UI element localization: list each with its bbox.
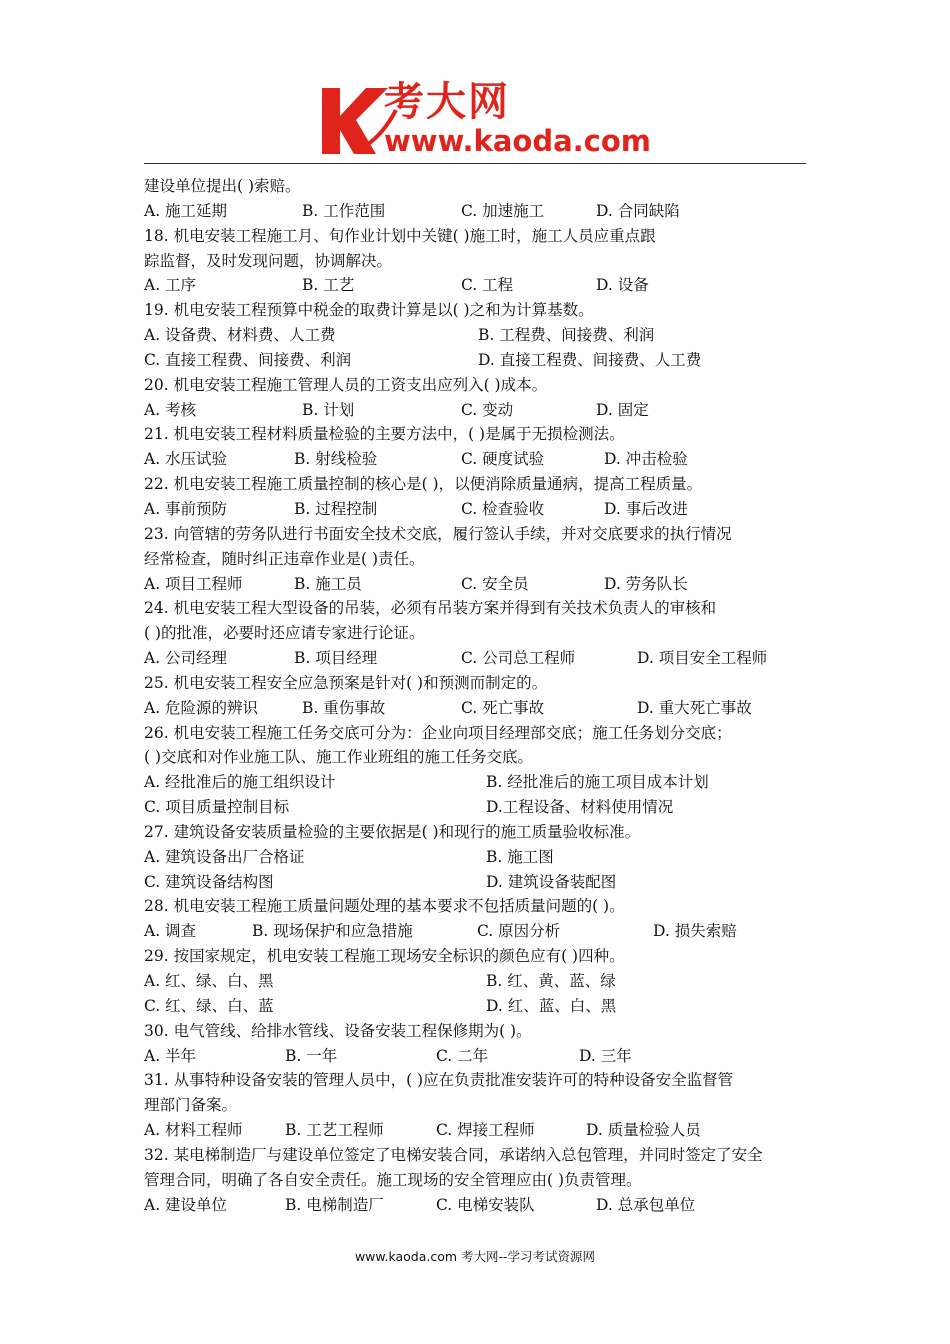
answer-option: C. 安全员 bbox=[461, 574, 529, 593]
answer-option: A. 设备费、材料费、人工费 bbox=[144, 326, 336, 345]
question-text-line: 20. 机电安装工程施工管理人员的工资支出应列入( )成本。 bbox=[144, 375, 548, 394]
question-text-line: 21. 机电安装工程材料质量检验的主要方法中，( )是属于无损检测法。 bbox=[144, 425, 625, 444]
answer-options-line bbox=[144, 870, 814, 895]
answer-option: D. 项目安全工程师 bbox=[637, 649, 768, 668]
answer-option: A. 工序 bbox=[144, 276, 197, 295]
answer-option: A. 红、绿、白、黑 bbox=[144, 972, 274, 990]
answer-options-line bbox=[144, 1044, 814, 1069]
question-text-line: 22. 机电安装工程施工质量控制的核心是( )，以便消除质量通病，提高工程质量。 bbox=[144, 475, 703, 494]
answer-options-line bbox=[144, 845, 814, 870]
question-text-line: 管理合同，明确了各自安全责任。施工现场的安全管理应由( )负责管理。 bbox=[144, 1170, 642, 1189]
answer-options-line bbox=[144, 572, 814, 597]
answer-option: A. 建筑设备出厂合格证 bbox=[144, 847, 305, 866]
answer-option: A. 公司经理 bbox=[144, 649, 228, 668]
answer-option: C. 项目质量控制目标 bbox=[144, 798, 290, 817]
answer-options-line bbox=[144, 770, 814, 795]
answer-option: C. 硬度试验 bbox=[461, 450, 545, 469]
question-text-line: 30. 电气管线、给排水管线、设备安装工程保修期为( )。 bbox=[144, 1021, 532, 1040]
question-text-line: 建设单位提出( )索赔。 bbox=[144, 177, 301, 195]
answer-option: B. 工作范围 bbox=[302, 201, 386, 220]
answer-option: B. 工艺 bbox=[302, 276, 355, 295]
answer-options-line bbox=[144, 795, 814, 820]
answer-option: A. 水压试验 bbox=[144, 450, 228, 469]
answer-option: B. 计划 bbox=[302, 400, 355, 419]
answer-option: B. 一年 bbox=[285, 1046, 338, 1065]
question-text-line: 26. 机电安装工程施工任务交底可分为：企业向项目经理部交底；施工任务划分交底； bbox=[144, 723, 732, 742]
answer-option: B. 过程控制 bbox=[294, 499, 378, 518]
logo-chinese-text: 考大网 bbox=[384, 79, 510, 125]
answer-option: B. 电梯制造厂 bbox=[285, 1195, 384, 1214]
answer-option: C. 变动 bbox=[461, 400, 514, 419]
answer-option: D. 损失索赔 bbox=[653, 922, 737, 941]
answer-option: B. 现场保护和应急措施 bbox=[252, 922, 413, 941]
answer-options-line bbox=[144, 646, 814, 671]
answer-option: D. 直接工程费、间接费、人工费 bbox=[478, 350, 702, 369]
question-text-line: 经常检查，随时纠正违章作业是( )责任。 bbox=[144, 549, 425, 568]
answer-option: D. 冲击检验 bbox=[604, 450, 688, 469]
answer-option: A. 项目工程师 bbox=[144, 574, 243, 593]
answer-option: A. 半年 bbox=[144, 1046, 197, 1065]
answer-option: C. 加速施工 bbox=[461, 201, 545, 220]
answer-option: B. 项目经理 bbox=[294, 649, 378, 668]
answer-option: C. 检查验收 bbox=[461, 499, 545, 518]
answer-option: D. 建筑设备装配图 bbox=[486, 872, 617, 891]
question-text-line: ( )交底和对作业施工队、施工作业班组的施工任务交底。 bbox=[144, 748, 534, 767]
answer-options-line bbox=[144, 497, 814, 522]
answer-option: A. 危险源的辨识 bbox=[144, 698, 259, 717]
answer-option: C. 直接工程费、间接费、利润 bbox=[144, 350, 352, 369]
answer-option: A. 建设单位 bbox=[144, 1195, 228, 1214]
answer-option: D. 合同缺陷 bbox=[596, 201, 680, 220]
answer-option: A. 施工延期 bbox=[144, 201, 228, 220]
answer-option: B. 射线检验 bbox=[294, 450, 378, 469]
answer-option: A. 调查 bbox=[144, 922, 197, 941]
answer-option: B. 施工图 bbox=[486, 847, 554, 866]
question-text-line: ( )的批准，必要时还应请专家进行论证。 bbox=[144, 624, 425, 643]
answer-option: D. 总承包单位 bbox=[596, 1195, 696, 1214]
answer-options-line bbox=[144, 1193, 814, 1218]
page-footer: www.kaoda.com 考大网--学习考试资源网 bbox=[354, 1249, 596, 1264]
question-text-line: 23. 向管辖的劳务队进行书面安全技术交底，履行签认手续，并对交底要求的执行情况 bbox=[144, 524, 732, 543]
answer-option: C. 电梯安装队 bbox=[436, 1195, 535, 1214]
answer-option: A. 考核 bbox=[144, 400, 197, 419]
answer-options-line bbox=[144, 969, 814, 994]
answer-options-line bbox=[144, 696, 814, 721]
logo-url-text: www.kaoda.com bbox=[384, 124, 651, 158]
answer-options-line bbox=[144, 994, 814, 1019]
answer-option: B. 重伤事故 bbox=[302, 698, 386, 717]
answer-option: C. 公司总工程师 bbox=[461, 649, 576, 668]
answer-option: C. 红、绿、白、蓝 bbox=[144, 996, 274, 1015]
answer-options-line bbox=[144, 273, 814, 298]
answer-option: A. 材料工程师 bbox=[144, 1121, 243, 1140]
answer-option: C. 死亡事故 bbox=[461, 698, 545, 717]
answer-options-line bbox=[144, 447, 814, 472]
question-text-line: 踪监督，及时发现问题，协调解决。 bbox=[144, 251, 393, 270]
question-text-line: 32. 某电梯制造厂与建设单位签定了电梯安装合同，承诺纳入总包管理，并同时签定了安全 bbox=[144, 1145, 763, 1164]
header-divider bbox=[144, 163, 806, 164]
answer-options-line bbox=[144, 323, 814, 348]
question-text-line: 28. 机电安装工程施工质量问题处理的基本要求不包括质量问题的( )。 bbox=[144, 897, 625, 916]
question-text-line: 27. 建筑设备安装质量检验的主要依据是( )和现行的施工质量验收标准。 bbox=[144, 822, 641, 841]
question-text-line: 31. 从事特种设备安装的管理人员中，( )应在负责批准安装许可的特种设备安全监督管 bbox=[144, 1071, 734, 1090]
answer-option: B. 工艺工程师 bbox=[285, 1121, 384, 1140]
answer-options-line bbox=[144, 398, 814, 423]
answer-option: B. 工程费、间接费、利润 bbox=[478, 326, 655, 345]
question-content bbox=[144, 174, 814, 1217]
answer-option: B. 施工员 bbox=[294, 574, 362, 593]
question-text-line: 25. 机电安装工程安全应急预案是针对( )和预测而制定的。 bbox=[144, 673, 548, 692]
answer-option: D. 劳务队长 bbox=[604, 574, 688, 593]
kaoda-logo[interactable] bbox=[318, 79, 651, 160]
question-text-line: 19. 机电安装工程预算中税金的取费计算是以( )之和为计算基数。 bbox=[144, 301, 594, 320]
answer-option: B. 红、黄、蓝、绿 bbox=[486, 972, 616, 990]
question-text-line: 29. 按国家规定，机电安装工程施工现场安全标识的颜色应有( )四种。 bbox=[144, 947, 625, 966]
answer-options-line bbox=[144, 348, 814, 373]
answer-options-line bbox=[144, 1118, 814, 1143]
answer-option: C. 原因分析 bbox=[477, 922, 561, 941]
answer-option: D. 三年 bbox=[579, 1046, 632, 1065]
answer-option: D. 设备 bbox=[596, 276, 649, 295]
answer-option: D.工程设备、材料使用情况 bbox=[486, 798, 674, 817]
answer-option: D. 固定 bbox=[596, 400, 649, 419]
answer-option: D. 质量检验人员 bbox=[586, 1121, 701, 1140]
answer-option: A. 事前预防 bbox=[144, 499, 228, 518]
answer-options-line bbox=[144, 199, 814, 224]
answer-option: D. 重大死亡事故 bbox=[637, 698, 752, 717]
answer-option: A. 经批准后的施工组织设计 bbox=[144, 773, 336, 792]
answer-option: C. 工程 bbox=[461, 276, 514, 295]
question-text-line: 18. 机电安装工程施工月、旬作业计划中关键( )施工时，施工人员应重点跟 bbox=[144, 226, 656, 245]
answer-option: C. 焊接工程师 bbox=[436, 1121, 535, 1140]
answer-option: C. 建筑设备结构图 bbox=[144, 872, 274, 891]
answer-option: D. 事后改进 bbox=[604, 499, 688, 518]
answer-options-line bbox=[144, 919, 814, 944]
question-text-line: 理部门备案。 bbox=[144, 1096, 238, 1115]
answer-option: D. 红、蓝、白、黑 bbox=[486, 996, 617, 1015]
answer-option: C. 二年 bbox=[436, 1046, 489, 1065]
question-text-line: 24. 机电安装工程大型设备的吊装，必须有吊装方案并得到有关技术负责人的审核和 bbox=[144, 599, 717, 618]
answer-option: B. 经批准后的施工项目成本计划 bbox=[486, 773, 709, 792]
